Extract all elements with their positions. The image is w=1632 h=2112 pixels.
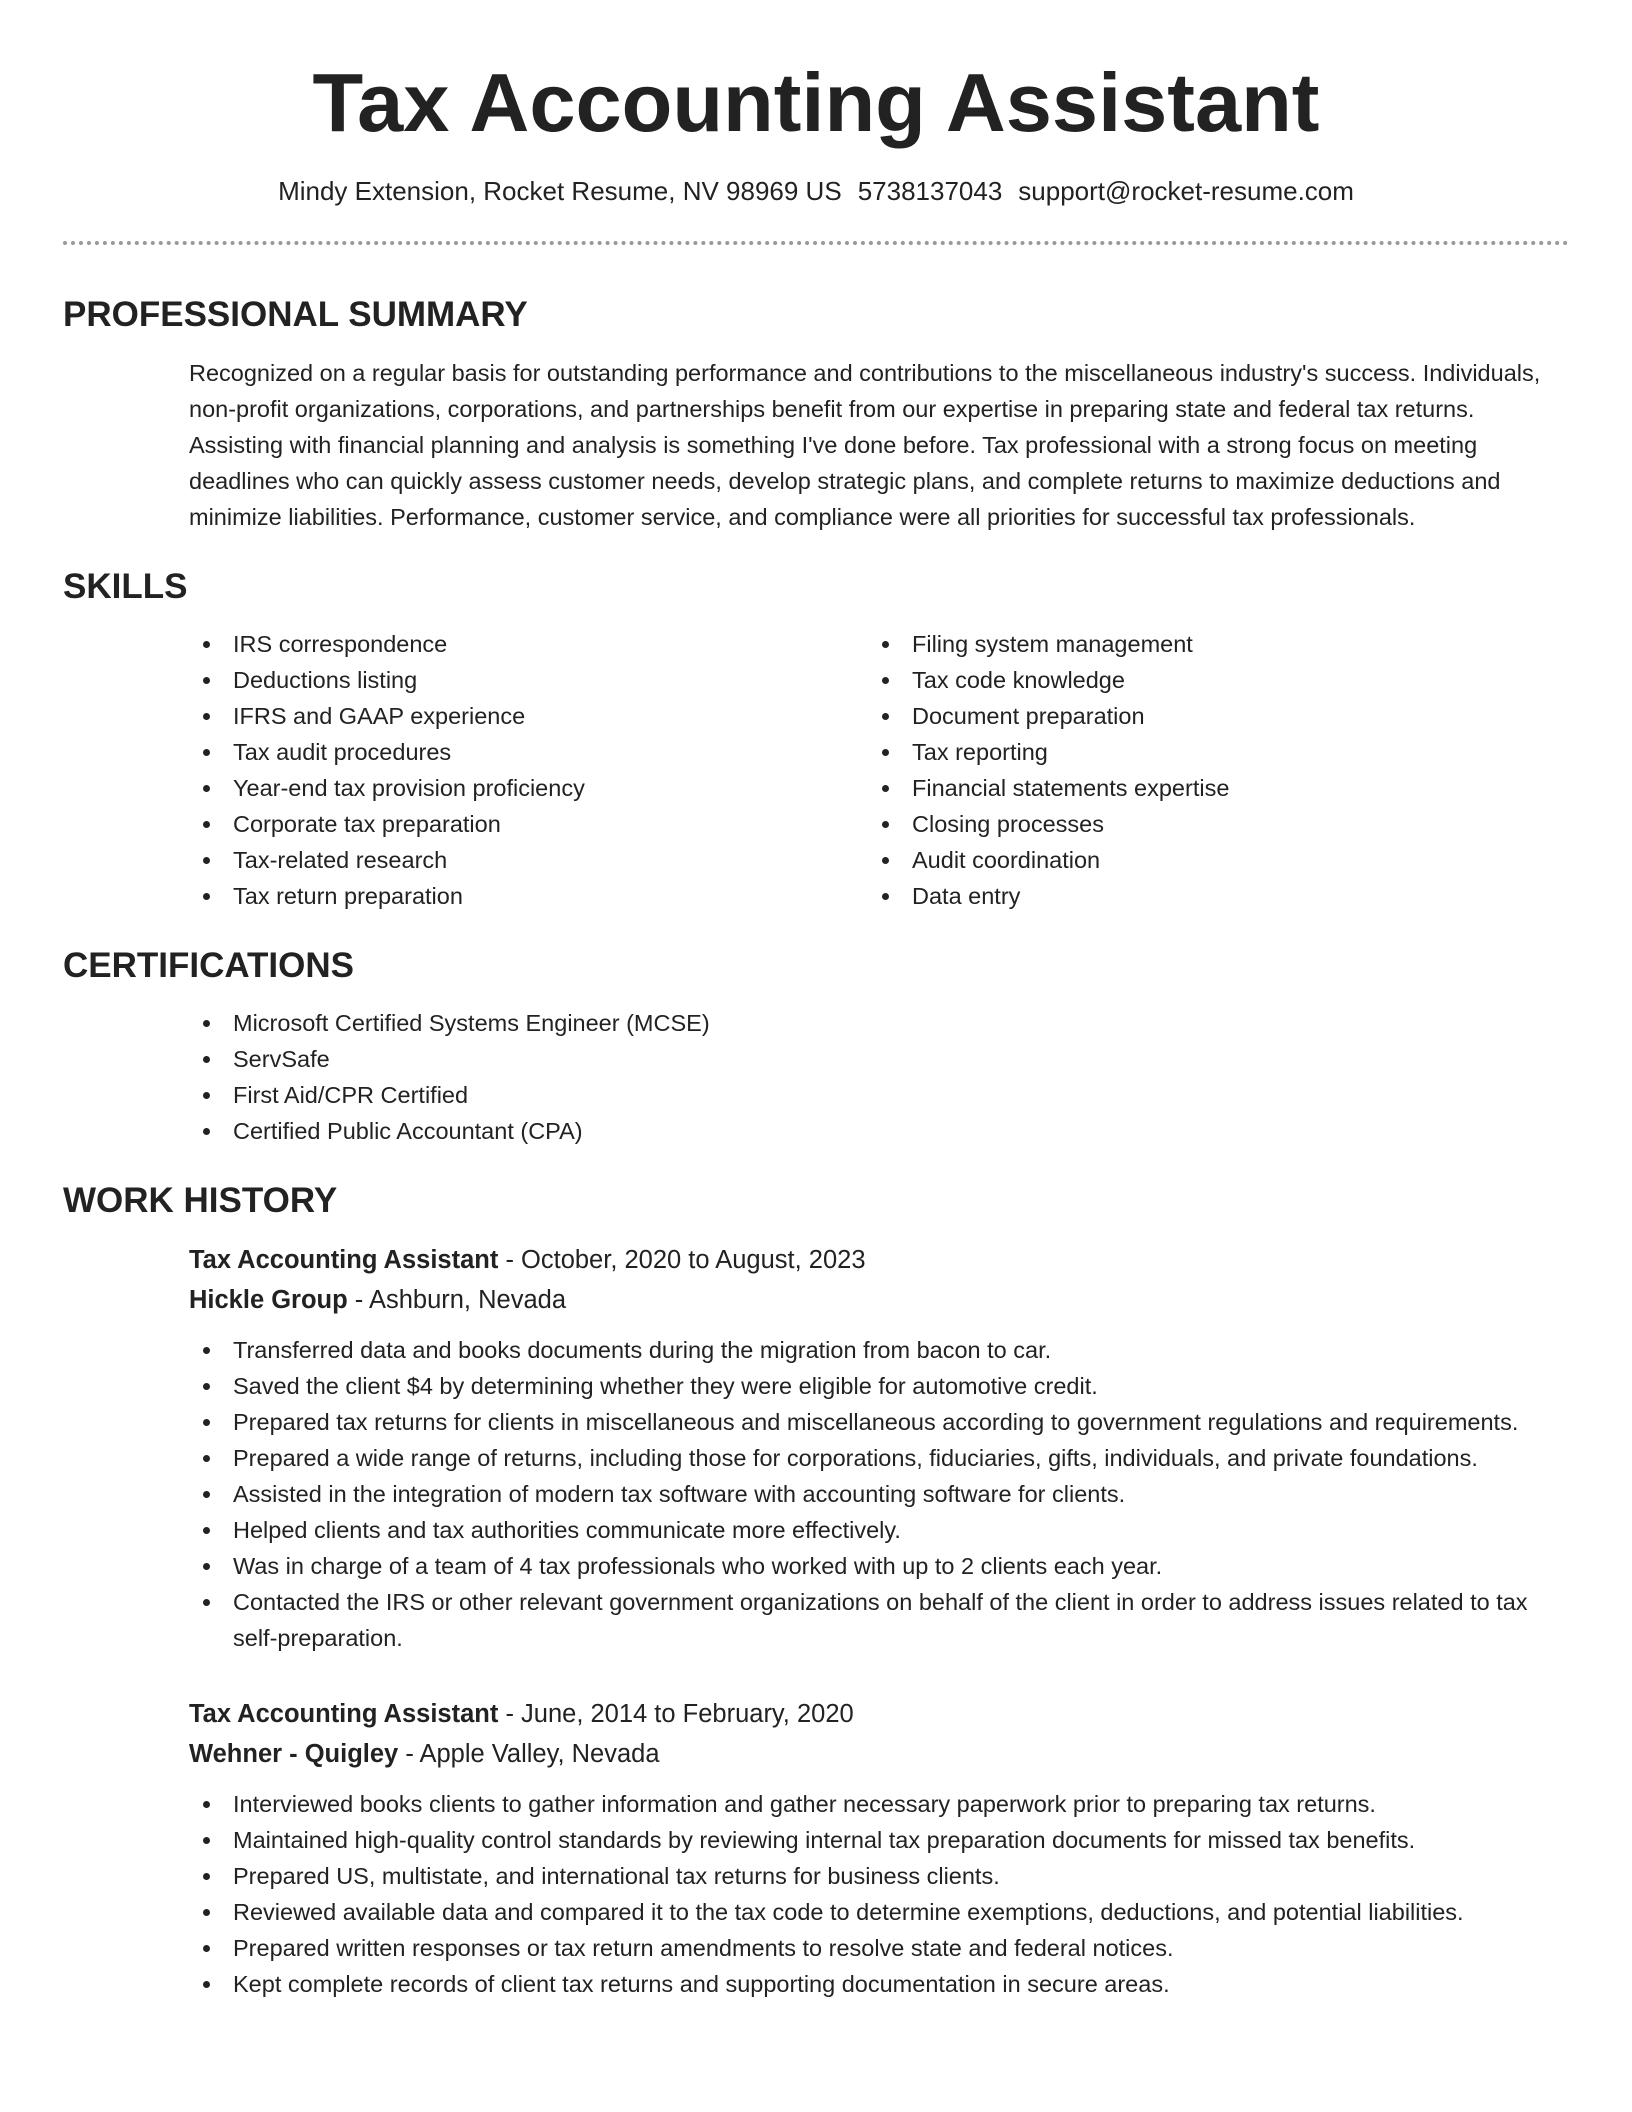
skill-item: Document preparation [868,698,1547,734]
job-title-line [189,1240,1569,1280]
job-company-line [189,1734,1569,1774]
job-bullet: Prepared tax returns for clients in miscellaneous and miscellaneous according to government regulations and requirements. [189,1404,1569,1440]
job-bullet: Prepared a wide range of returns, including those for corporations, fiduciaries, gifts, individuals, and private foundations. [189,1440,1569,1476]
certification-item: Certified Public Accountant (CPA) [189,1113,1569,1149]
certification-item: First Aid/CPR Certified [189,1077,1569,1113]
job-bullet: Assisted in the integration of modern tax software with accounting software for clients. [189,1476,1569,1512]
job-dates: - June, 2014 to February, 2020 [498,1700,854,1728]
certifications-section [63,948,1569,1149]
job-bullet: Transferred data and books documents during the migration from bacon to car. [189,1332,1569,1368]
skill-item: Year-end tax provision proficiency [189,770,868,806]
skill-item: Financial statements expertise [868,770,1547,806]
job-bullets [189,1332,1569,1656]
skills-list-left [189,626,868,914]
job-location: - Ashburn, Nevada [347,1286,566,1314]
skills-columns [63,626,1569,914]
job-bullet: Kept complete records of client tax returns and supporting documentation in secure areas. [189,1966,1569,2002]
job-bullet: Contacted the IRS or other relevant government organizations on behalf of the client in order to address issues related to tax self-preparation. [189,1584,1569,1656]
skill-item: Corporate tax preparation [189,806,868,842]
job-role: Tax Accounting Assistant [189,1700,499,1728]
job-bullet: Helped clients and tax authorities communicate more effectively. [189,1512,1569,1548]
job-bullet: Maintained high-quality control standards by reviewing internal tax preparation documents for missed tax benefits. [189,1822,1569,1858]
job-role: Tax Accounting Assistant [189,1246,499,1274]
certifications-list [63,1005,1569,1149]
skill-item: IFRS and GAAP experience [189,698,868,734]
job-bullet: Prepared US, multistate, and international tax returns for business clients. [189,1858,1569,1894]
skill-item: IRS correspondence [189,626,868,662]
summary-text: Recognized on a regular basis for outstanding performance and contributions to the miscellaneous industry's success. Individuals, non-profit organizations, corporations, and partnerships benefit from our expertise in preparing state and federal tax returns. Assisting with financial planning and analysis is something I've done before. Tax professional with a strong focus on meeting deadlines who can quickly assess customer needs, develop strategic plans, and complete returns to maximize deductions and minimize liabilities. Performance, customer service, and compliance were all priorities for successful tax professionals. [189,360,1541,530]
certification-item: Microsoft Certified Systems Engineer (MCSE) [189,1005,1569,1041]
job-dates: - October, 2020 to August, 2023 [498,1246,866,1274]
contact-line [63,178,1569,204]
section-title-summary: PROFESSIONAL SUMMARY [63,295,528,334]
section-title-work: WORK HISTORY [63,1181,338,1220]
skill-item: Filing system management [868,626,1547,662]
section-title-skills: SKILLS [63,567,188,606]
skills-list-right [868,626,1547,914]
job-company-line [189,1280,1569,1320]
skills-section [63,569,1569,914]
job-bullet: Interviewed books clients to gather information and gather necessary paperwork prior to preparing tax returns. [189,1786,1569,1822]
job-company: Hickle Group [189,1286,348,1314]
skill-item: Tax return preparation [189,878,868,914]
job-entry [189,1240,1569,1656]
skill-item: Deductions listing [189,662,868,698]
job-bullet: Prepared written responses or tax return amendments to resolve state and federal notices. [189,1930,1569,1966]
skill-item: Closing processes [868,806,1547,842]
job-bullets [189,1786,1569,2002]
summary-section [63,297,1569,535]
header-divider [63,241,1569,245]
skill-item: Tax-related research [189,842,868,878]
candidate-name: Tax Accounting Assistant [312,56,1320,149]
section-title-certifications: CERTIFICATIONS [63,946,355,985]
skill-item: Data entry [868,878,1547,914]
skill-item: Tax code knowledge [868,662,1547,698]
skill-item: Tax audit procedures [189,734,868,770]
contact-address: Mindy Extension, Rocket Resume, NV 98969 US [278,176,842,206]
job-title-line [189,1694,1569,1734]
job-bullet: Was in charge of a team of 4 tax professionals who worked with up to 2 clients each year. [189,1548,1569,1584]
job-company: Wehner - Quigley [189,1740,399,1768]
certification-item: ServSafe [189,1041,1569,1077]
work-history-list [63,1240,1569,2002]
job-bullet: Reviewed available data and compared it to the tax code to determine exemptions, deductions, and potential liabilities. [189,1894,1569,1930]
job-entry [189,1694,1569,2002]
job-bullet: Saved the client $4 by determining whether they were eligible for automotive credit. [189,1368,1569,1404]
contact-phone: 5738137043 [857,176,1003,206]
work-section [63,1183,1569,2002]
skill-item: Tax reporting [868,734,1547,770]
skill-item: Audit coordination [868,842,1547,878]
job-location: - Apple Valley, Nevada [398,1740,660,1768]
contact-email: support@rocket-resume.com [1018,176,1354,206]
